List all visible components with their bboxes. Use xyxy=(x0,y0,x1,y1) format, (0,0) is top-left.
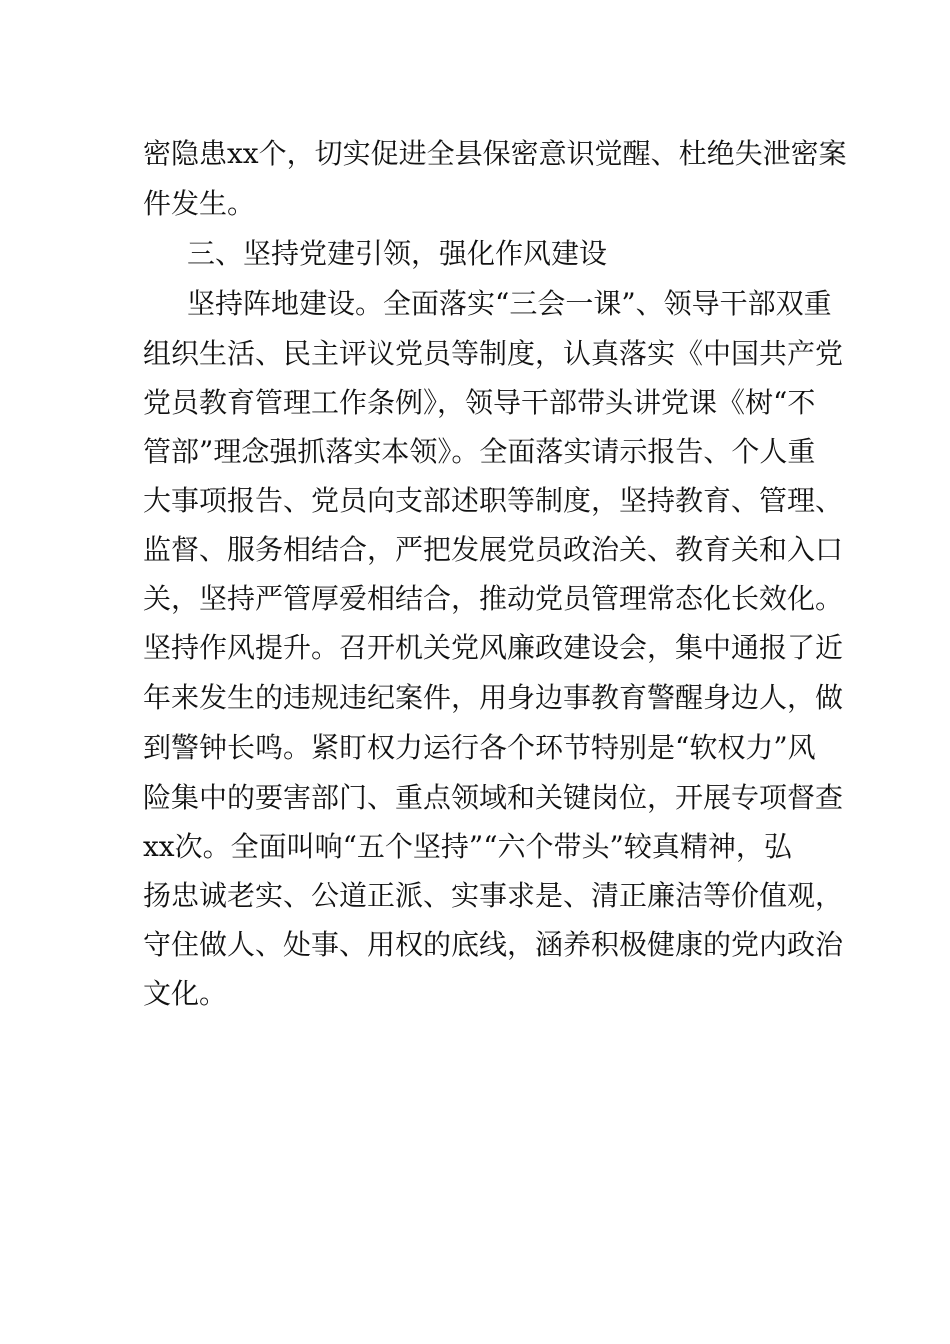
text-line-1: 密隐患xx个，切实促进全县保密意识觉醒、杜绝失泄密案 xyxy=(143,137,847,170)
text-line-4: 坚持阵地建设。全面落实“三会一课”、领导干部双重 xyxy=(187,287,832,320)
text-line-13: 到警钟长鸣。紧盯权力运行各个环节特别是“软权力”风 xyxy=(143,731,816,764)
text-line-7: 管部”理念强抓落实本领》。全面落实请示报告、个人重 xyxy=(143,435,816,468)
text-line-17: 守住做人、处事、用权的底线，涵养积极健康的党内政治 xyxy=(143,928,844,961)
text-line-2: 件发生。 xyxy=(143,187,256,220)
text-line-14: 险集中的要害部门、重点领域和关键岗位，开展专项督查 xyxy=(143,781,844,814)
text-line-15: xx次。全面叫响“五个坚持”“六个带头”较真精神，弘 xyxy=(143,830,792,863)
text-line-12: 年来发生的违规违纪案件，用身边事教育警醒身边人，做 xyxy=(143,681,844,714)
text-line-16: 扬忠诚老实、公道正派、实事求是、清正廉洁等价值观， xyxy=(143,879,844,912)
text-line-18: 文化。 xyxy=(143,977,228,1010)
text-line-6: 党员教育管理工作条例》，领导干部带头讲党课《树“不 xyxy=(143,386,816,419)
text-line-11: 坚持作风提升。召开机关党风廉政建设会，集中通报了近 xyxy=(143,631,844,664)
section-heading: 三、坚持党建引领，强化作风建设 xyxy=(187,237,608,270)
text-line-9: 监督、服务相结合，严把发展党员政治关、教育关和入口 xyxy=(143,533,844,566)
text-line-10: 关，坚持严管厚爱相结合，推动党员管理常态化长效化。 xyxy=(143,582,844,615)
text-line-5: 组织生活、民主评议党员等制度，认真落实《中国共产党 xyxy=(143,337,844,370)
text-line-8: 大事项报告、党员向支部述职等制度，坚持教育、管理、 xyxy=(143,484,844,517)
